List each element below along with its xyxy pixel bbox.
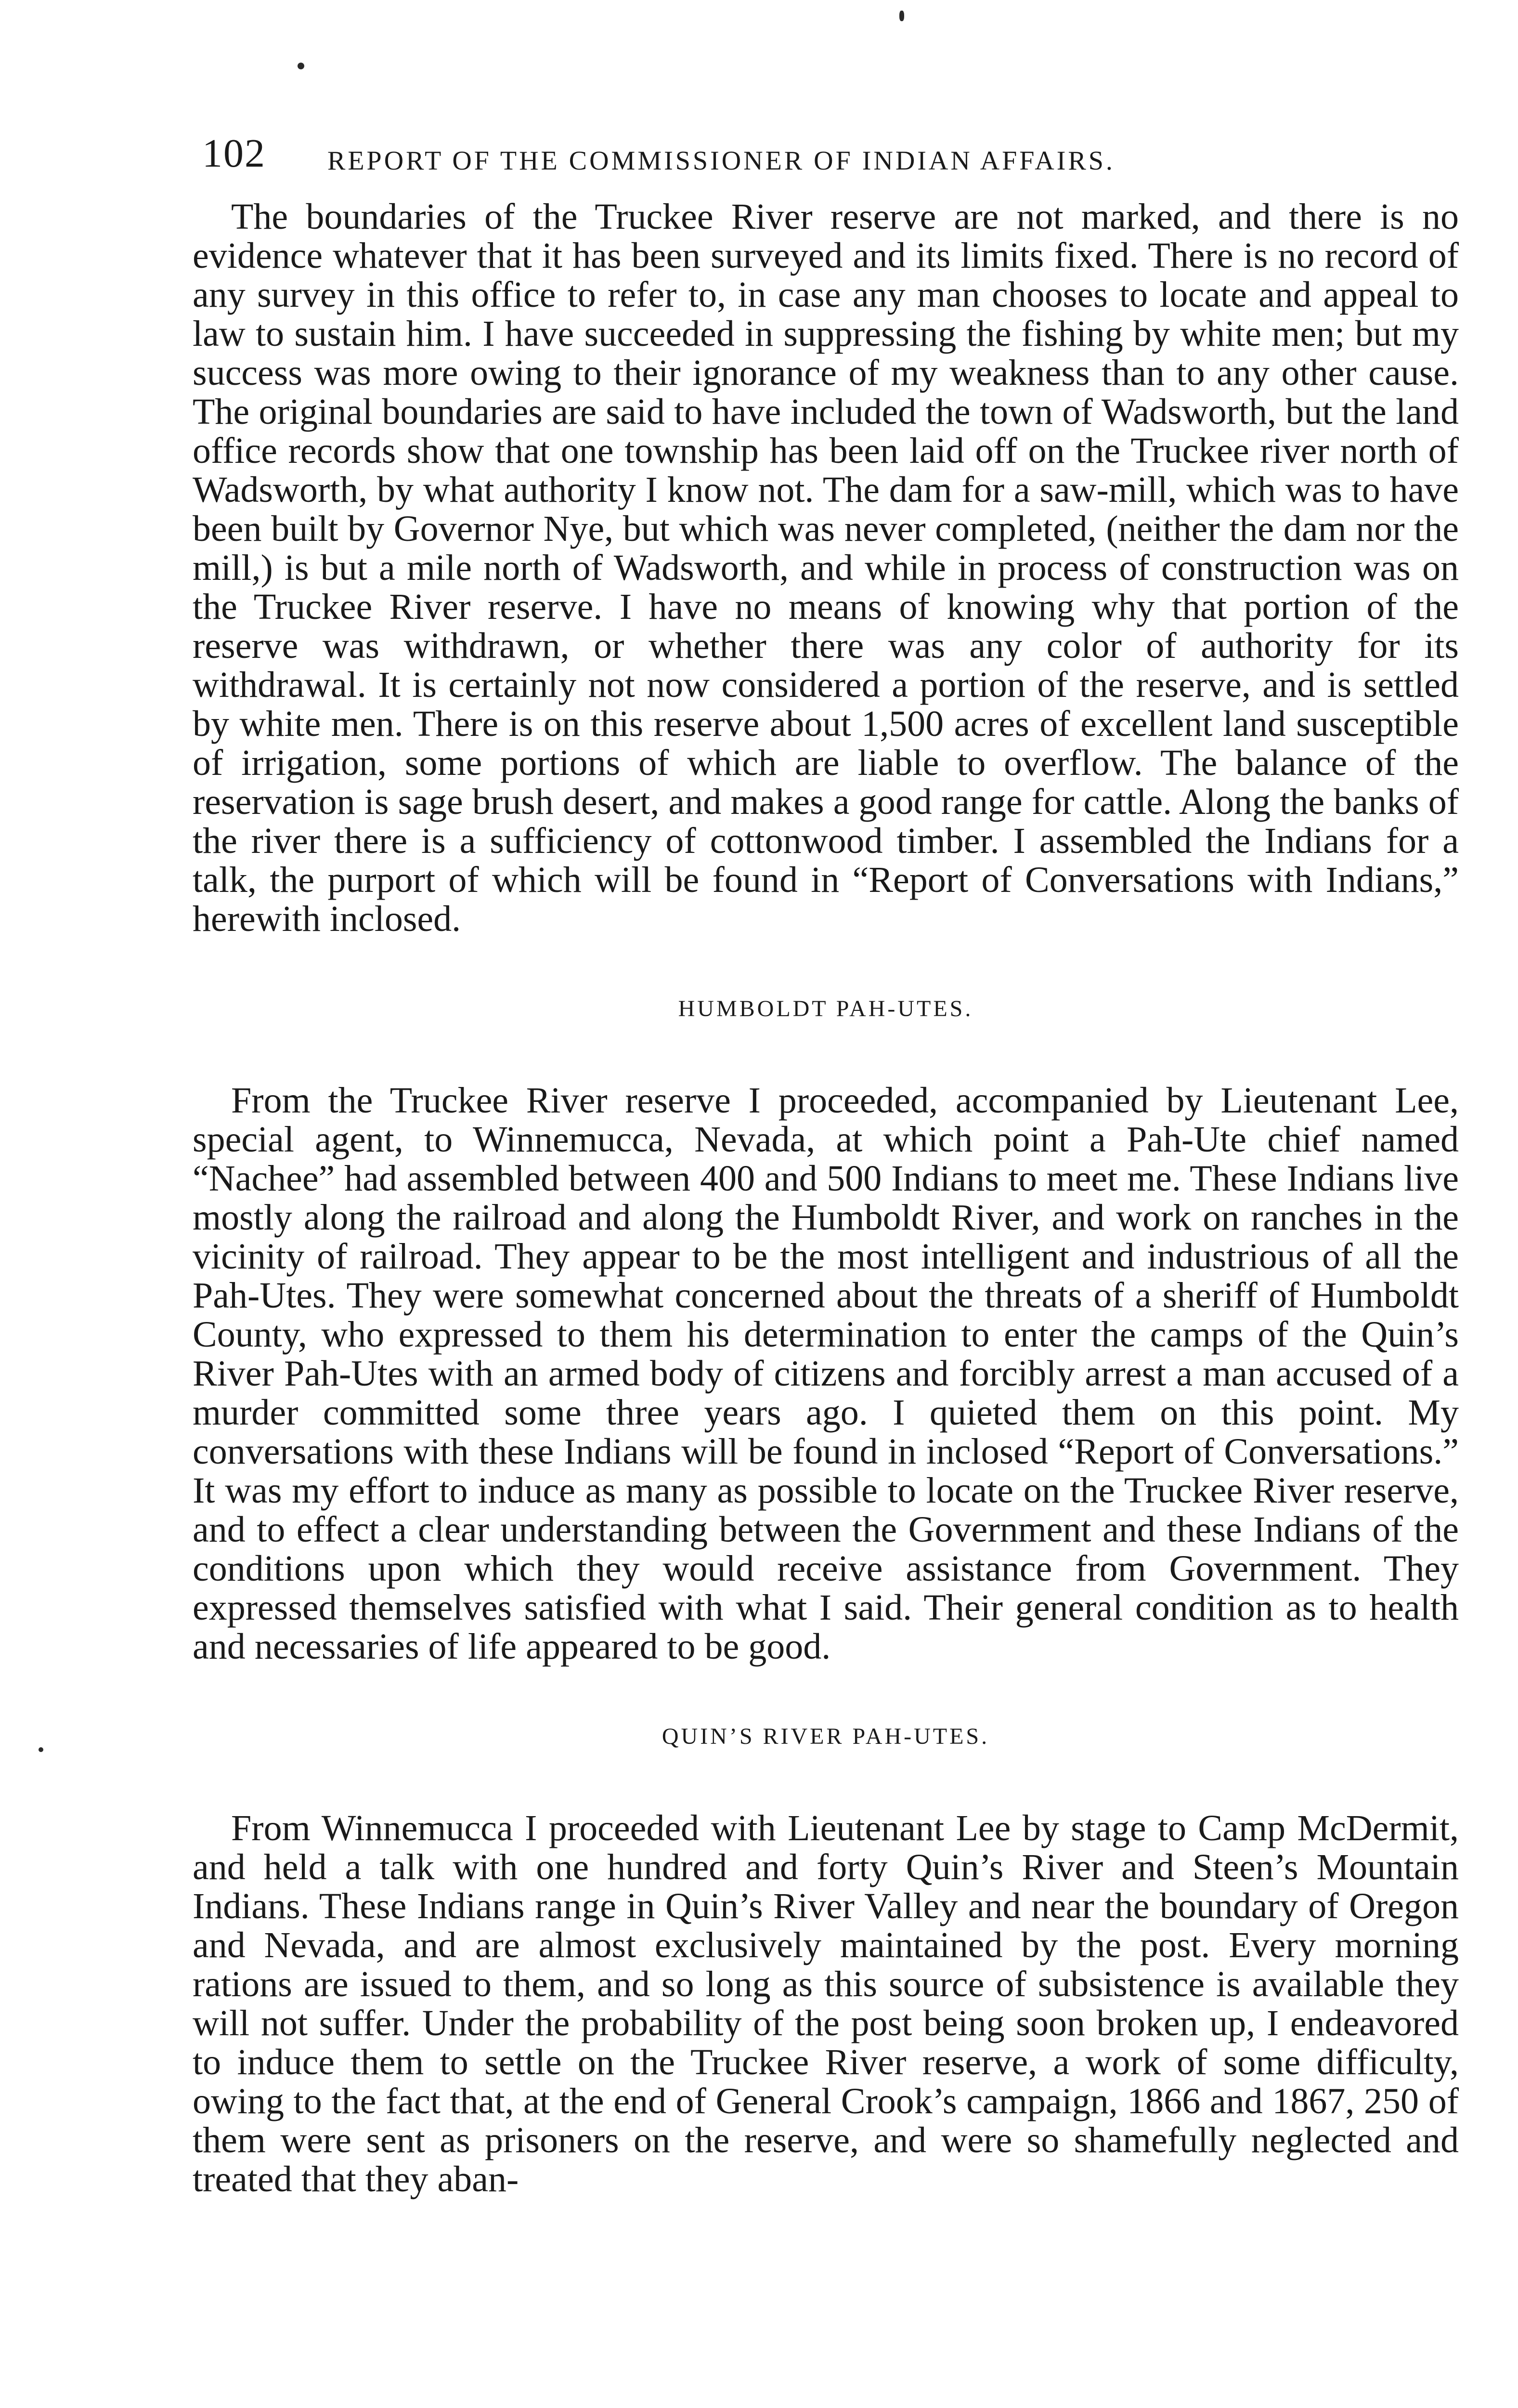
- page-header: [193, 120, 1459, 197]
- paragraph: The boundaries of the Truckee River reserve are not marked, and there is no evidence whatever that it has been surveyed and its limits fixed. There is no record of any survey in this office to refer to, in case any man chooses to locate and appeal to law to sustain him. I have succeeded in suppressing the fishing by white men; but my success was more owing to their ignorance of my weakness than to any other cause. The original boundaries are said to have included the town of Wadsworth, but the land office records show that one township has been laid off on the Truckee river north of Wadsworth, by what authority I know not. The dam for a saw-mill, which was to have been built by Governor Nye, but which was never completed, (neither the dam nor the mill,) is but a mile north of Wadsworth, and while in process of construction was on the Truckee River reserve. I have no means of knowing why that portion of the reserve was withdrawn, or whether there was any color of authority for its withdrawal. It is certainly not now considered a portion of the reserve, and is settled by white men. There is on this reserve about 1,500 acres of excellent land susceptible of irrigation, some portions of which are liable to overflow. The balance of the reservation is sage brush desert, and makes a good range for cattle. Along the banks of the river there is a sufficiency of cottonwood timber. I assembled the Indians for a talk, the purport of which will be found in “Report of Conversations with Indians,” herewith inclosed.: [193, 196, 1459, 939]
- print-speck: [39, 1747, 43, 1752]
- section-truckee-river: [193, 197, 1459, 939]
- document-page: [193, 120, 1459, 2199]
- page-number: 102: [202, 131, 266, 176]
- print-speck: [298, 63, 304, 69]
- section-quins-river-pah-utes: [193, 1717, 1459, 2199]
- paragraph: From the Truckee River reserve I proceeded, accompanied by Lieutenant Lee, special agent, to Winnemucca, Nevada, at which point a Pah-Ute chief named “Nachee” had assembled between 400 and 500 Indians to meet me. These Indians live mostly along the railroad and along the Humboldt River, and work on ranches in the vicinity of railroad. They appear to be the most intelligent and industrious of all the Pah-Utes. They were somewhat concerned about the threats of a sheriff of Humboldt County, who expressed to them his determination to enter the camps of the Quin’s River Pah-Utes with an armed body of citizens and forcibly arrest a man accused of a murder committed some three years ago. I quieted them on this point. My conversations with these Indians will be found in inclosed “Report of Conversations.” It was my effort to induce as many as possible to locate on the Truckee River reserve, and to effect a clear understanding between the Government and these Indians of the conditions upon which they would receive assistance from Government. They expressed themselves satisfied with what I said. Their general condition as to health and necessaries of life appeared to be good.: [193, 1080, 1459, 1667]
- body-text: [193, 197, 1459, 2199]
- section-heading: QUIN’S RIVER PAH-UTES.: [662, 1724, 990, 1749]
- section-heading: HUMBOLDT PAH-UTES.: [678, 996, 973, 1021]
- section-humboldt-pah-utes: [193, 989, 1459, 1666]
- print-speck: [899, 11, 904, 21]
- running-head: REPORT OF THE COMMISSIONER OF INDIAN AFFAIRS.: [327, 146, 1115, 176]
- paragraph: From Winnemucca I proceeded with Lieutenant Lee by stage to Camp McDermit, and held a talk with one hundred and forty Quin’s River and Steen’s Mountain Indians. These Indians range in Quin’s River Valley and near the boundary of Oregon and Nevada, and are almost exclusively maintained by the post. Every morning rations are issued to them, and so long as this source of subsistence is available they will not suffer. Under the probability of the post being soon broken up, I endeavored to induce them to settle on the Truckee River reserve, a work of some difficulty, owing to the fact that, at the end of General Crook’s campaign, 1866 and 1867, 250 of them were sent as prisoners on the reserve, and were so shamefully neglected and treated that they aban-: [193, 1808, 1459, 2199]
